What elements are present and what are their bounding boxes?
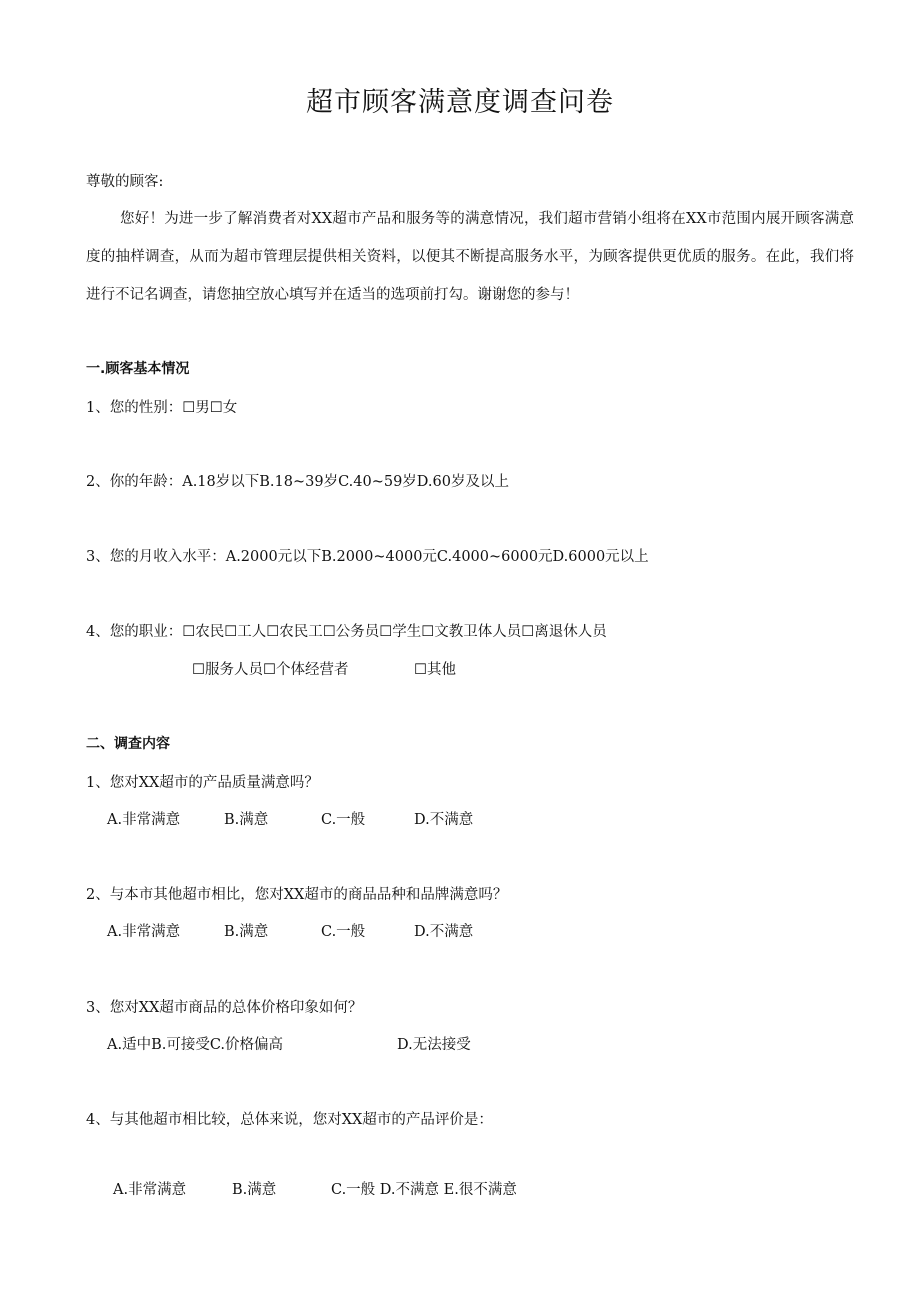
question-income: 3、您的月收入水平：A.2000元以下B.2000~4000元C.4000~6000元D.6000元以上 <box>86 549 649 565</box>
option-a: A.非常满意 <box>107 924 181 940</box>
option-b: B.满意 <box>232 1182 277 1198</box>
page-title: 超市顾客满意度调查问卷 <box>306 87 614 118</box>
option-cde: C.一般 D.不满意 E.很不满意 <box>331 1182 517 1198</box>
occupation-option-other: ☐其他 <box>414 662 456 678</box>
intro-paragraph: 您好！为进一步了解消费者对XX超市产品和服务等的满意情况，我们超市营销小组将在XX市范围内展开顾客满意度的抽样调查，从而为超市管理层提供相关资料，以便其不断提高服务水平，为顾客提供更优质的服务。在此，我们将进行不记名调查，请您抽空放心填写并在适当的选项前打勾。谢谢您的参与！ <box>86 211 854 303</box>
option-d: D.不满意 <box>414 812 474 828</box>
option-b: B.满意 <box>224 812 269 828</box>
question-overall: 4、与其他超市相比较，总体来说，您对XX超市的产品评价是： <box>86 1112 493 1128</box>
question-age: 2、你的年龄：A.18岁以下B.18~39岁C.40~59岁D.60岁及以上 <box>86 474 509 490</box>
section2-heading: 二、调查内容 <box>86 736 170 752</box>
option-c: C.一般 <box>321 812 366 828</box>
question-occupation: 4、您的职业：☐农民☐工人☐农民工☐公务员☐学生☐文教卫体人员☐离退休人员 <box>86 624 607 640</box>
question-gender: 1、您的性别：☐男☐女 <box>86 400 238 416</box>
option-d: D.不满意 <box>414 924 474 940</box>
option-abc: A.适中B.可接受C.价格偏高 <box>107 1037 284 1053</box>
option-b: B.满意 <box>224 924 269 940</box>
option-a: A.非常满意 <box>113 1182 187 1198</box>
question-variety: 2、与本市其他超市相比，您对XX超市的商品品种和品牌满意吗？ <box>86 887 508 903</box>
section1-heading: 一.顾客基本情况 <box>86 361 190 377</box>
option-a: A.非常满意 <box>107 812 181 828</box>
occupation-options-row2: ☐服务人员☐个体经营者 <box>192 662 349 678</box>
question-quality: 1、您对XX超市的产品质量满意吗？ <box>86 775 319 791</box>
option-d: D.无法接受 <box>397 1037 471 1053</box>
greeting: 尊敬的顾客: <box>86 174 164 190</box>
question-price: 3、您对XX超市商品的总体价格印象如何？ <box>86 1000 363 1016</box>
option-c: C.一般 <box>321 924 366 940</box>
